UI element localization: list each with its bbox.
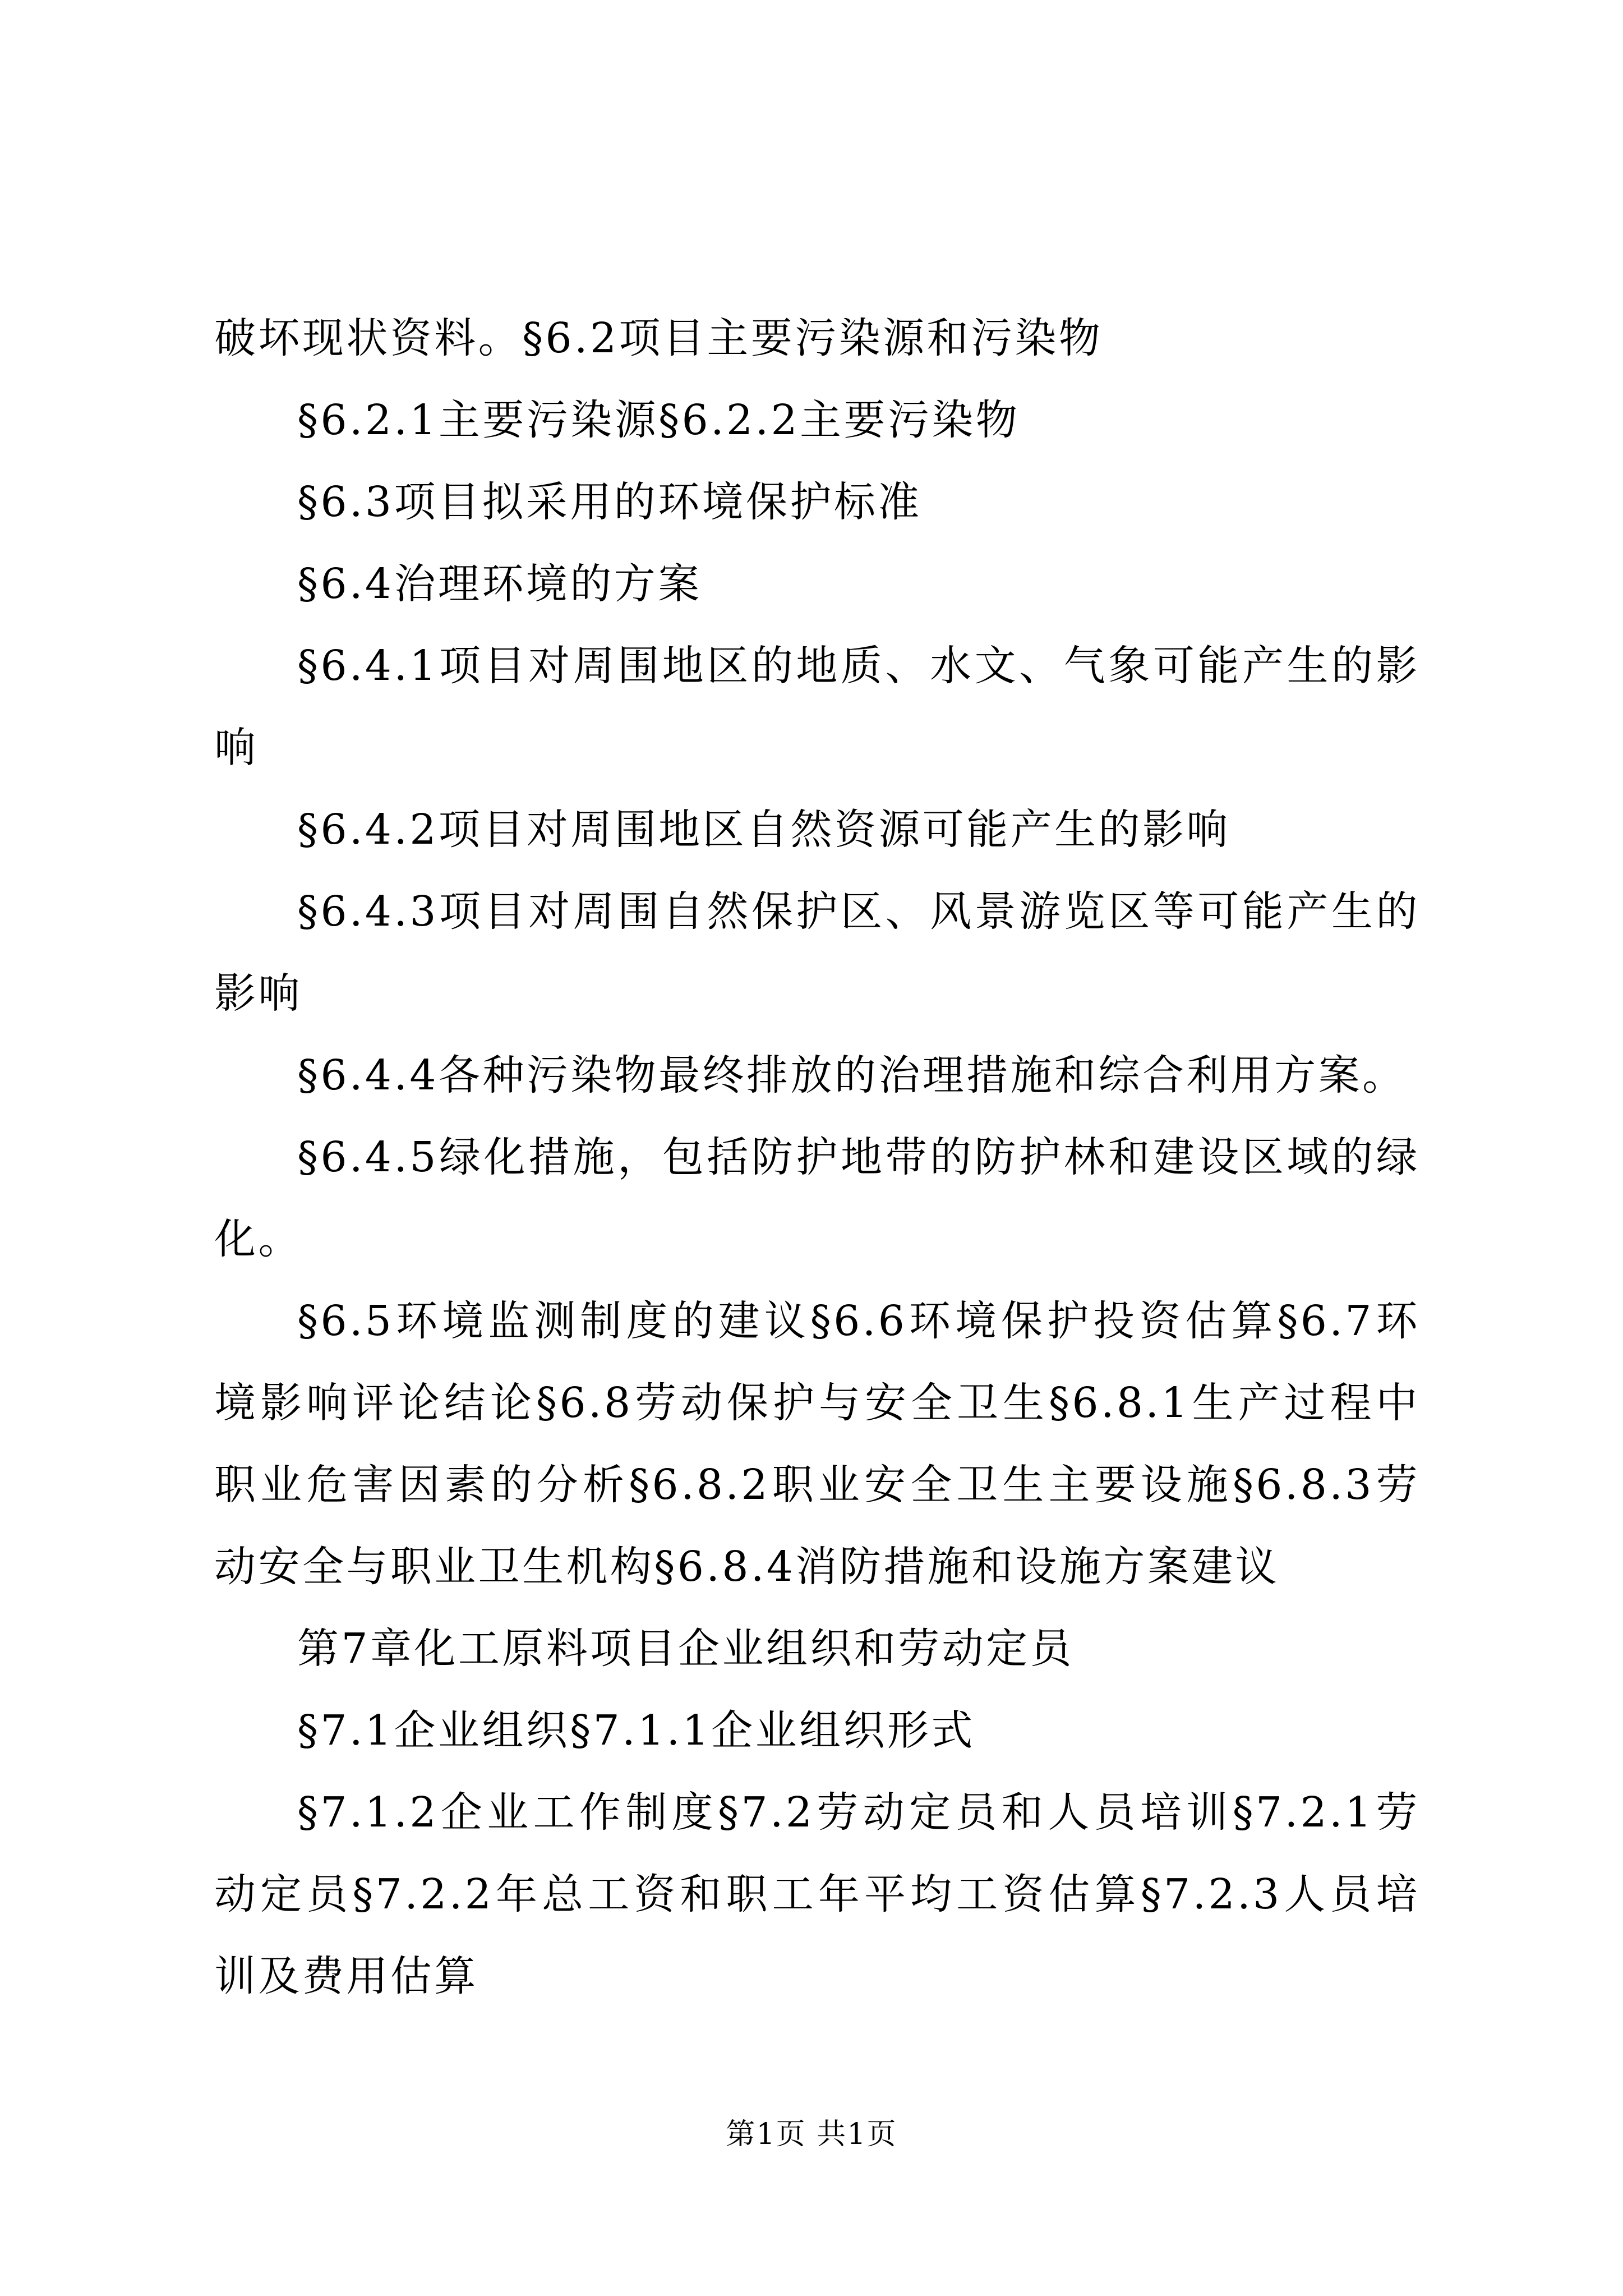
paragraph-6-2-1: §6.2.1主要污染源§6.2.2主要污染物 xyxy=(297,396,1020,444)
page-footer: 第1页 共1页 xyxy=(726,2118,897,2151)
paragraph-7-1-2-to-7-2-3: §7.1.2企业工作制度§7.2劳动定员和人员培训§7.2.1劳动定员§7.2.2年总工资和职工年平均工资估算§7.2.3人员培训及费用估算 xyxy=(214,1788,1420,2000)
chapter-7-heading: 第7章化工原料项目企业组织和劳动定员 xyxy=(297,1625,1074,1673)
paragraph-6-4-4: §6.4.4各种污染物最终排放的治理措施和综合利用方案。 xyxy=(297,1051,1407,1099)
paragraph-6-3: §6.3项目拟采用的环境保护标准 xyxy=(297,478,922,526)
document-body xyxy=(214,297,1420,2017)
paragraph-6-4-5: §6.4.5绿化措施，包括防护地带的防护林和建设区域的绿化。 xyxy=(214,1133,1420,1263)
paragraph-6-4-3: §6.4.3项目对周围自然保护区、风景游览区等可能产生的影响 xyxy=(214,887,1420,1018)
paragraph-6-5-to-6-8-4: §6.5环境监测制度的建议§6.6环境保护投资估算§6.7环境影响评论结论§6.8劳动保护与安全卫生§6.8.1生产过程中职业危害因素的分析§6.8.2职业安全卫生主要设施§6.8.3劳动安全与职业卫生机构§6.8.4消防措施和设施方案建议 xyxy=(214,1297,1420,1591)
paragraph-6-4-2: §6.4.2项目对周围地区自然资源可能产生的影响 xyxy=(297,806,1230,854)
paragraph-6-4: §6.4治理环境的方案 xyxy=(297,560,702,608)
paragraph-continuation: 破坏现状资料。§6.2项目主要污染源和污染物 xyxy=(214,314,1103,362)
paragraph-7-1: §7.1企业组织§7.1.1企业组织形式 xyxy=(297,1706,975,1755)
paragraph-6-4-1: §6.4.1项目对周围地区的地质、水文、气象可能产生的影响 xyxy=(214,642,1420,772)
